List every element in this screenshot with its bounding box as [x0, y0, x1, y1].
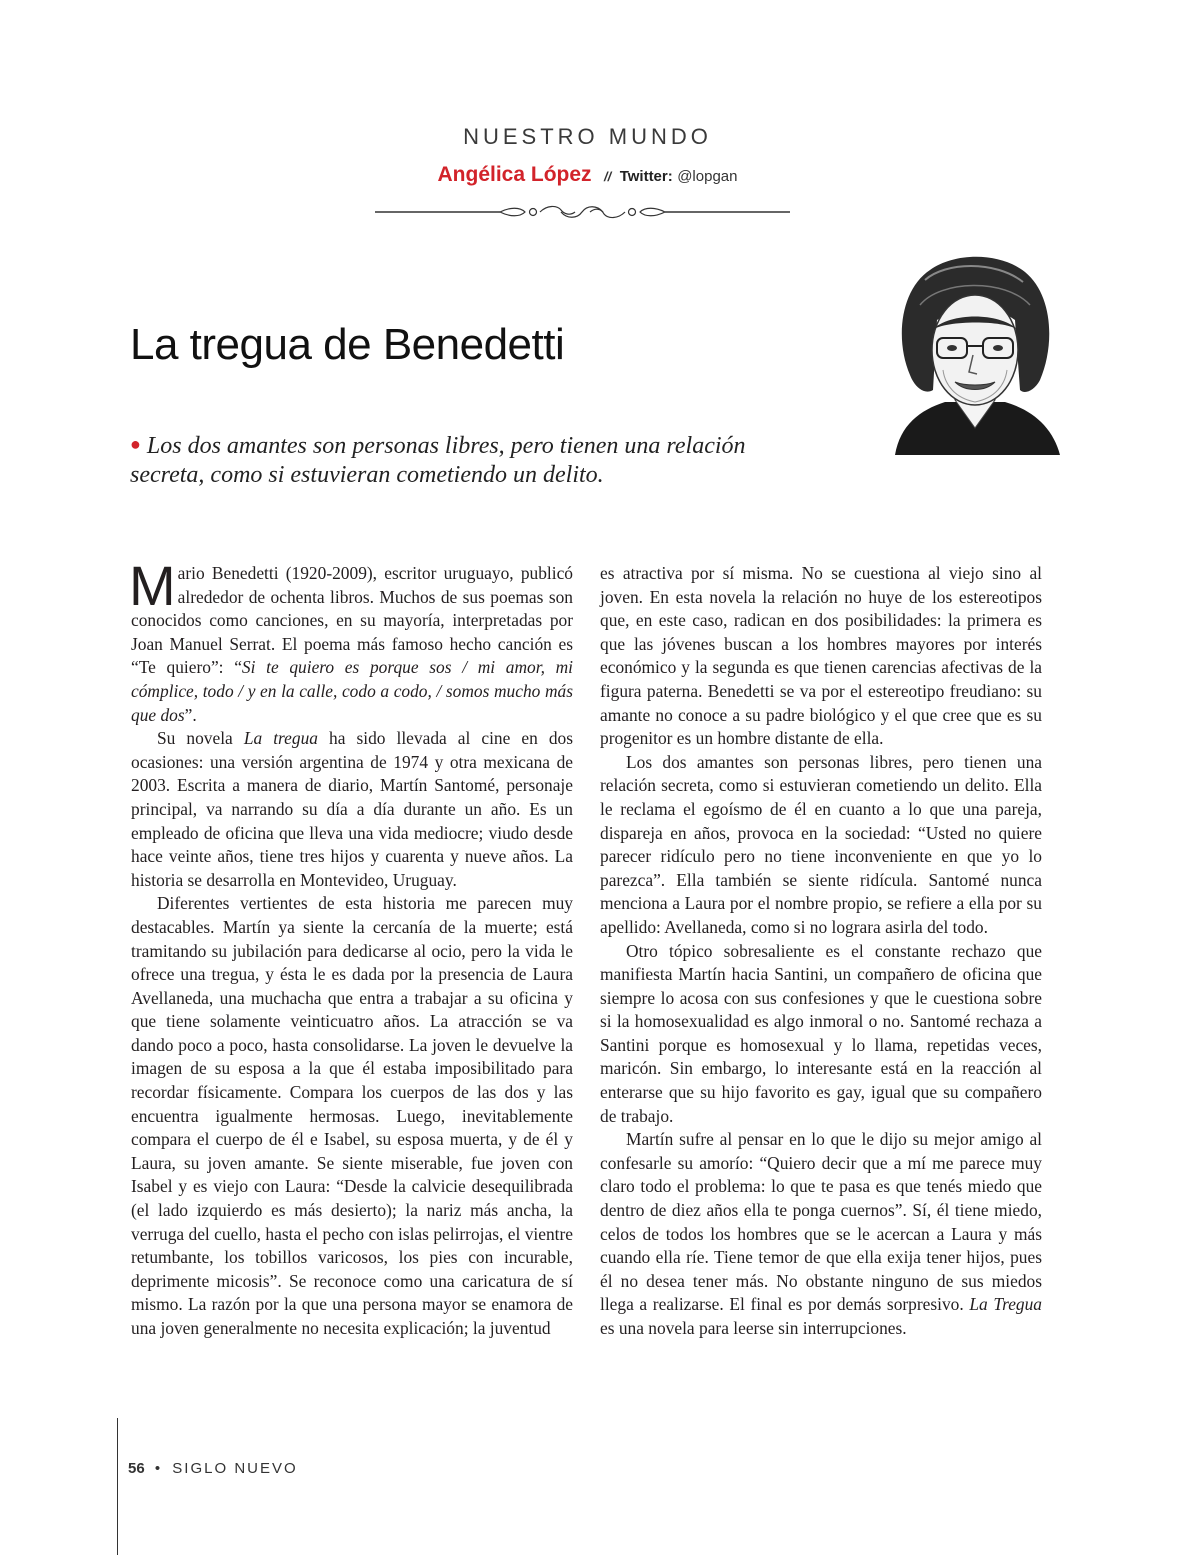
page-number: 56: [128, 1460, 145, 1477]
paragraph-2-start: Su novela: [157, 728, 244, 749]
author-portrait-icon: [885, 250, 1065, 462]
article-title: La tregua de Benedetti: [130, 320, 565, 369]
paragraph-5: Otro tópico sobresaliente es el constante rechazo que manifiesta Martín hacia Santini, un compañero de oficina que siempre lo acosa con sus confesiones y que le cuestiona sobre si la homosexualidad es algo inmoral o no. Santomé rechaza a Santini porque es homosexual y lo llama, repetidas veces, maricón. Sin embargo, lo interesante está en la reacción al enterarse que su hijo favorito es gay, igual que su compañero de trabajo.: [600, 940, 1042, 1126]
twitter-label: Twitter:: [619, 168, 673, 185]
paragraph-6-text: Martín sufre al pensar en lo que le dijo su mejor amigo al confesarle su amorío: “Quiero decir que a mí me parece muy claro todo el problema: lo que te pasa es que tenés miedo que dentro de diez años ella te ponga cuernos”. Sí, él tiene miedo, celos de todos los hombres que se le acercan a Laura y más cuando ella ríe. Tiene temor de que ella exija tener hijos, pues él no desea tener más. No obstante ninguno de sus miedos llega a realizarse. El final es por demás sorpresivo.: [600, 1129, 1042, 1315]
paragraph-3: Diferentes vertientes de esta historia me parecen muy destacables. Martín ya siente la cercanía de la muerte; está tramitando su jubilación para dedicarse al ocio, pero la vida le ofrece una tregua, y ésta le es dada por la presencia de Laura Avellaneda, una muchacha que entra a trabajar a su oficina y que tiene solamente veinticuatro años. La atracción se va dando poco a poco, hasta consolidarse. La joven le devuelve la imagen de su esposa a la que él estaba imposibilitado para recordar físicamente. Compara los cuerpos de las dos y las encuentra igualmente hermosas. Luego, inevitablemente compara el cuerpo de él e Isabel, su esposa muerta, y de él y Laura, su joven amante. Se siente miserable, fue joven con Isabel y es viejo con Laura: “Desde la calvicie desequilibrada (el lado izquierdo es más desierto); la nariz más ancha, la verruga del cuello, hasta el pecho con islas pelirrojas, el vientre retumbante, los tobillos varicosos, los pies con incurable, deprimente micosis”. Se reconoce como una caricatura de sí mismo. La razón por la que una persona mayor se enamora de una joven generalmente no necesita explicación; la juventud: [131, 893, 573, 1338]
footer-rule: [117, 1418, 118, 1555]
magazine-name: SIGLO NUEVO: [172, 1460, 298, 1477]
footer-dot: •: [154, 1460, 161, 1477]
deck-bullet-icon: ●: [130, 434, 141, 454]
paragraph-1-text: ario Benedetti (1920-2009), escritor uruguayo, publicó alrededor de ochenta libros. Muchos de sus poemas son conocidos como canciones, en su mayoría, interpretadas por Joan Manuel Serrat. El poema más famoso hecho canción es “Te quiero”: “: [131, 563, 573, 678]
article-column-right: [600, 562, 1042, 1341]
twitter-handle: @lopgan: [677, 168, 738, 185]
byline: [0, 163, 1175, 187]
novel-title: La tregua: [243, 728, 318, 749]
paragraph-2: [131, 727, 573, 892]
drop-cap: M: [129, 554, 176, 617]
paragraph-4: Los dos amantes son personas libres, pero tienen una relación secreta, como si estuvieran cometiendo un delito. Ella le reclama el egoísmo de él en cuanto a lo que una pareja, dispareja en años, provoca en la sociedad: “Usted no quiere parecer ridículo pero no tiene inconveniente en que yo lo parezca”. Ella también se siente ridícula. Santomé nunca menciona a Laura por el nombre propio, se refiere a ella por su apellido: Avellaneda, como si no lograra asirla del todo.: [600, 751, 1042, 937]
article-deck: [130, 432, 810, 489]
paragraph-1: [129, 554, 573, 727]
article-column-left: [129, 554, 573, 1341]
poem-quote: Si te quiero es porque sos / mi amor, mi cómplice, todo / y en la calle, codo a codo, / somos mucho más que dos: [131, 657, 573, 725]
paragraph-6-end: es una novela para leerse sin interrupciones.: [600, 1318, 907, 1338]
deck-text: Los dos amantes son personas libres, pero tienen una relación secreta, como si estuvieran cometiendo un delito.: [130, 433, 746, 488]
novel-title-closing: La Tregua: [969, 1294, 1042, 1315]
section-title: NUESTRO MUNDO: [463, 124, 712, 149]
paragraph-6: [600, 1128, 1042, 1340]
ornament-divider-icon: [375, 204, 790, 220]
paragraph-3-continued: es atractiva por sí misma. No se cuestiona al viejo sino al joven. En esta novela la relación no huye de los estereotipos que, en este caso, radican en dos posibilidades: la primera es que las jóvenes buscan a los hombres mayores por interés económico y la segunda es que tienen carencias afectivas de la figura paterna. Benedetti se va por el estereotipo freudiano: su amante no conoce a su padre biológico y el que cree que es su progenitor es un hombre distante de ella.: [600, 563, 1042, 749]
page-footer: [128, 1460, 298, 1477]
byline-separator: //: [604, 169, 612, 184]
paragraph-2-text: ha sido llevada al cine en dos ocasiones: una versión argentina de 1974 y otra mexicana de 2003. Escrita a manera de diario, Martín Santomé, personaje principal, va narrando su día a día durante un año. Es un empleado de oficina que lleva una vida mediocre; viudo desde hace veinte años, tiene tres hijos y cuarenta y nueve años. La historia se desarrolla en Montevideo, Uruguay.: [131, 728, 573, 890]
author-name: Angélica López: [437, 163, 592, 186]
paragraph-1-end: ”.: [184, 704, 197, 725]
